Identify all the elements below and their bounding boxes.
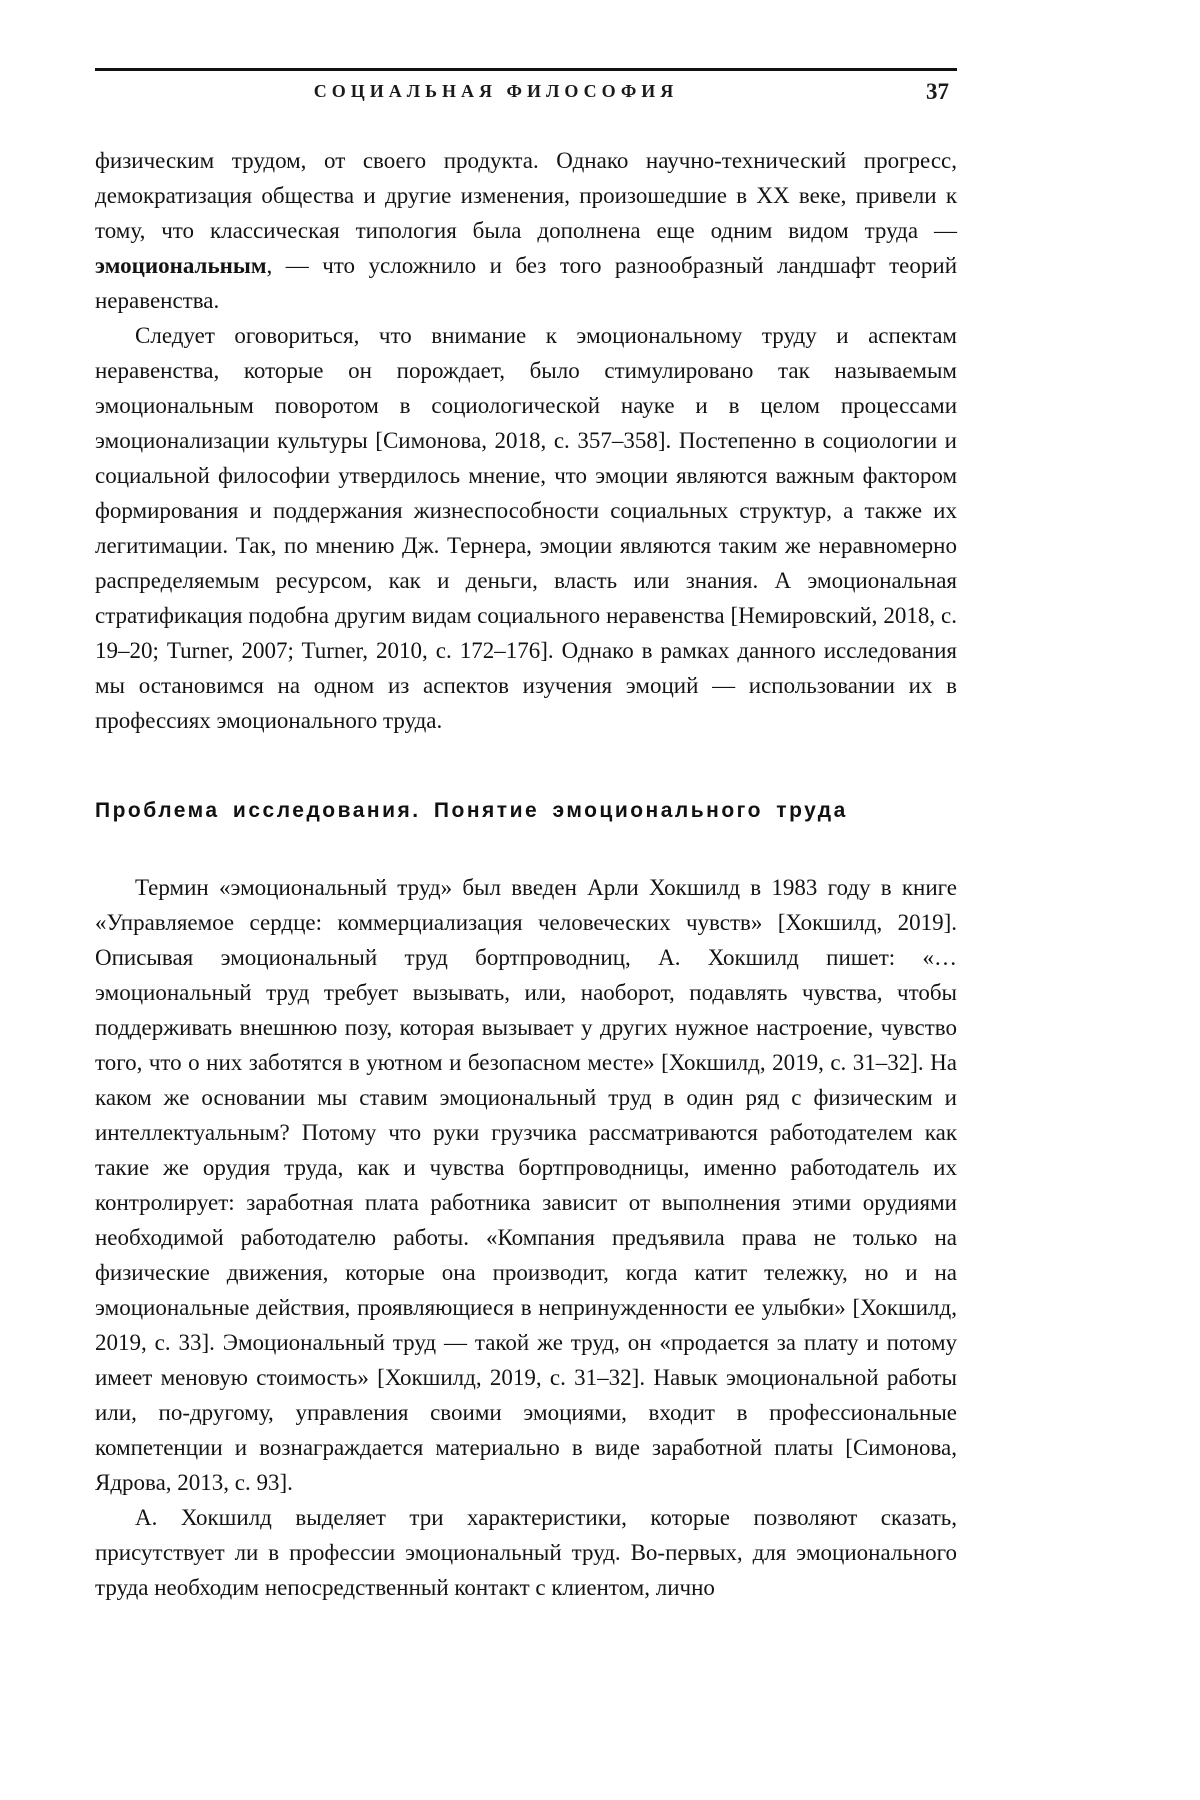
paragraph-emotional-turn: Следует оговориться, что внимание к эмоциональному труду и аспектам неравенства, которые он порождает, было стимулировано так называемым эмоциональным поворотом в социологической науке и в целом процессами эмоционализации культуры [Симонова, 2018, с. 357–358]. Постепенно в социологии и социальной философии утвердилось мнение, что эмоции являются важным фактором формирования и поддержания жизнеспособности социальных структур, а также их легитимации. Так, по мнению Дж. Тернера, эмоции являются таким же неравномерно распределяемым ресурсом, как и деньги, власть или знания. А эмоциональная стратификация подобна другим видам социального неравенства [Немировский, 2018, с. 19–20; Turner, 2007; Turner, 2010, с. 172–176]. Однако в рамках данного исследования мы остановимся на одном из аспектов изучения эмоций — использовании их в профессиях эмоционального труда. — [95, 323, 957, 733]
page-header — [95, 81, 957, 113]
running-head: СОЦИАЛЬНАЯ ФИЛОСОФИЯ — [313, 81, 679, 101]
article-body — [95, 143, 957, 1605]
paragraph1-text-before: физическим трудом, от своего продукта. Однако научно-технический прогресс, демократизация общества и другие изменения, произошедшие в XX веке, привели к тому, что классическая типология была дополнена еще одним видом труда — — [95, 148, 957, 243]
paragraph-continuation — [95, 143, 957, 318]
page-number: 37 — [926, 79, 949, 104]
paragraph1-bold-term: эмоциональным — [95, 253, 267, 278]
paragraph-three-characteristics: А. Хокшилд выделяет три характеристики, которые позволяют сказать, присутствует ли в профессии эмоциональный труд. Во-первых, для эмоционального труда необходим непосредственный контакт с клиентом, лично — [95, 1505, 957, 1600]
section-heading: Проблема исследования. Понятие эмоционального труда — [95, 799, 848, 822]
header-rule — [95, 68, 957, 71]
page-content — [95, 68, 957, 1605]
paragraph-hochschild-definition: Термин «эмоциональный труд» был введен Арли Хокшилд в 1983 году в книге «Управляемое сердце: коммерциализация человеческих чувств» [Хокшилд, 2019]. Описывая эмоциональный труд бортпроводниц, А. Хокшилд пишет: «…эмоциональный труд требует вызывать, или, наоборот, подавлять чувства, чтобы поддерживать внешнюю позу, которая вызывает у других нужное настроение, чувство того, что о них заботятся в уютном и безопасном месте» [Хокшилд, 2019, с. 31–32]. На каком же основании мы ставим эмоциональный труд в один ряд с физическим и интеллектуальным? Потому что руки грузчика рассматриваются работодателем как такие же орудия труда, как и чувства бортпроводницы, именно работодатель их контролирует: заработная плата работника зависит от выполнения этими орудиями необходимой работодателю работы. «Компания предъявила права не только на физические движения, которые она производит, когда катит тележку, но и на эмоциональные действия, проявляющиеся в непринужденности ее улыбки» [Хокшилд, 2019, с. 33]. Эмоциональный труд — такой же труд, он «продается за плату и потому имеет меновую стоимость» [Хокшилд, 2019, с. 31–32]. Навык эмоциональной работы или, по-другому, управления своими эмоциями, входит в профессиональные компетенции и вознаграждается материально в виде заработной платы [Симонова, Ядрова, 2013, с. 93]. — [95, 875, 957, 1495]
paragraph1-text-after: , — что усложнило и без того разнообразный ландшафт теорий неравенства. — [95, 253, 957, 313]
